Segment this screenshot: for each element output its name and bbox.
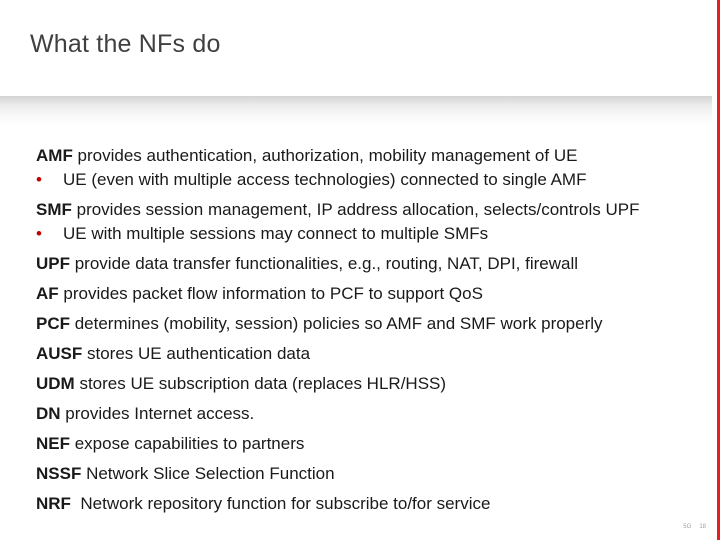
nf-term: AUSF <box>36 344 83 363</box>
title-band <box>0 0 712 98</box>
nf-term: PCF <box>36 314 70 333</box>
list-item-nrf <box>36 492 696 522</box>
nf-term: DN <box>36 404 61 423</box>
nf-description: stores UE authentication data <box>82 344 311 363</box>
bullet-icon: • <box>36 224 42 243</box>
slide-title: What the NFs do <box>30 30 221 58</box>
bullet-icon: • <box>36 170 42 189</box>
list-item-smf <box>36 198 696 222</box>
sub-item-amf <box>36 168 696 198</box>
nf-description-list <box>36 144 696 522</box>
nf-description: Network Slice Selection Function <box>81 464 335 483</box>
sub-item-smf <box>36 222 696 252</box>
list-item-udm <box>36 372 696 402</box>
footer-label: 5G <box>683 524 692 530</box>
nf-term: UPF <box>36 254 70 273</box>
nf-description: provides packet flow information to PCF to support QoS <box>58 284 483 303</box>
slide-footer <box>683 524 706 530</box>
nf-description: provide data transfer functionalities, e.g., routing, NAT, DPI, firewall <box>70 254 579 273</box>
list-item-pcf <box>36 312 696 342</box>
list-item-upf <box>36 252 696 282</box>
list-item-af <box>36 282 696 312</box>
sub-item-text: UE (even with multiple access technologies) connected to single AMF <box>63 170 587 189</box>
page-number: 18 <box>699 524 706 530</box>
title-divider-shadow <box>0 96 712 126</box>
nf-term: NRF <box>36 494 71 513</box>
sub-item-text: UE with multiple sessions may connect to multiple SMFs <box>63 224 489 243</box>
nf-term: NEF <box>36 434 70 453</box>
list-item-amf <box>36 144 696 168</box>
nf-description: stores UE subscription data (replaces HLR/HSS) <box>74 374 447 393</box>
list-item-nssf <box>36 462 696 492</box>
nf-term: NSSF <box>36 464 82 483</box>
nf-description: expose capabilities to partners <box>70 434 305 453</box>
list-item-ausf <box>36 342 696 372</box>
nf-description: provides session management, IP address allocation, selects/controls UPF <box>71 200 640 219</box>
nf-description: provides Internet access. <box>60 404 255 423</box>
nf-term: AMF <box>36 146 73 165</box>
list-item-nef <box>36 432 696 462</box>
list-item-dn <box>36 402 696 432</box>
nf-description: Network repository function for subscribe to/for service <box>70 494 491 513</box>
nf-term: AF <box>36 284 59 303</box>
nf-description: provides authentication, authorization, mobility management of UE <box>72 146 578 165</box>
nf-description: determines (mobility, session) policies so AMF and SMF work properly <box>70 314 603 333</box>
nf-term: UDM <box>36 374 75 393</box>
nf-term: SMF <box>36 200 72 219</box>
